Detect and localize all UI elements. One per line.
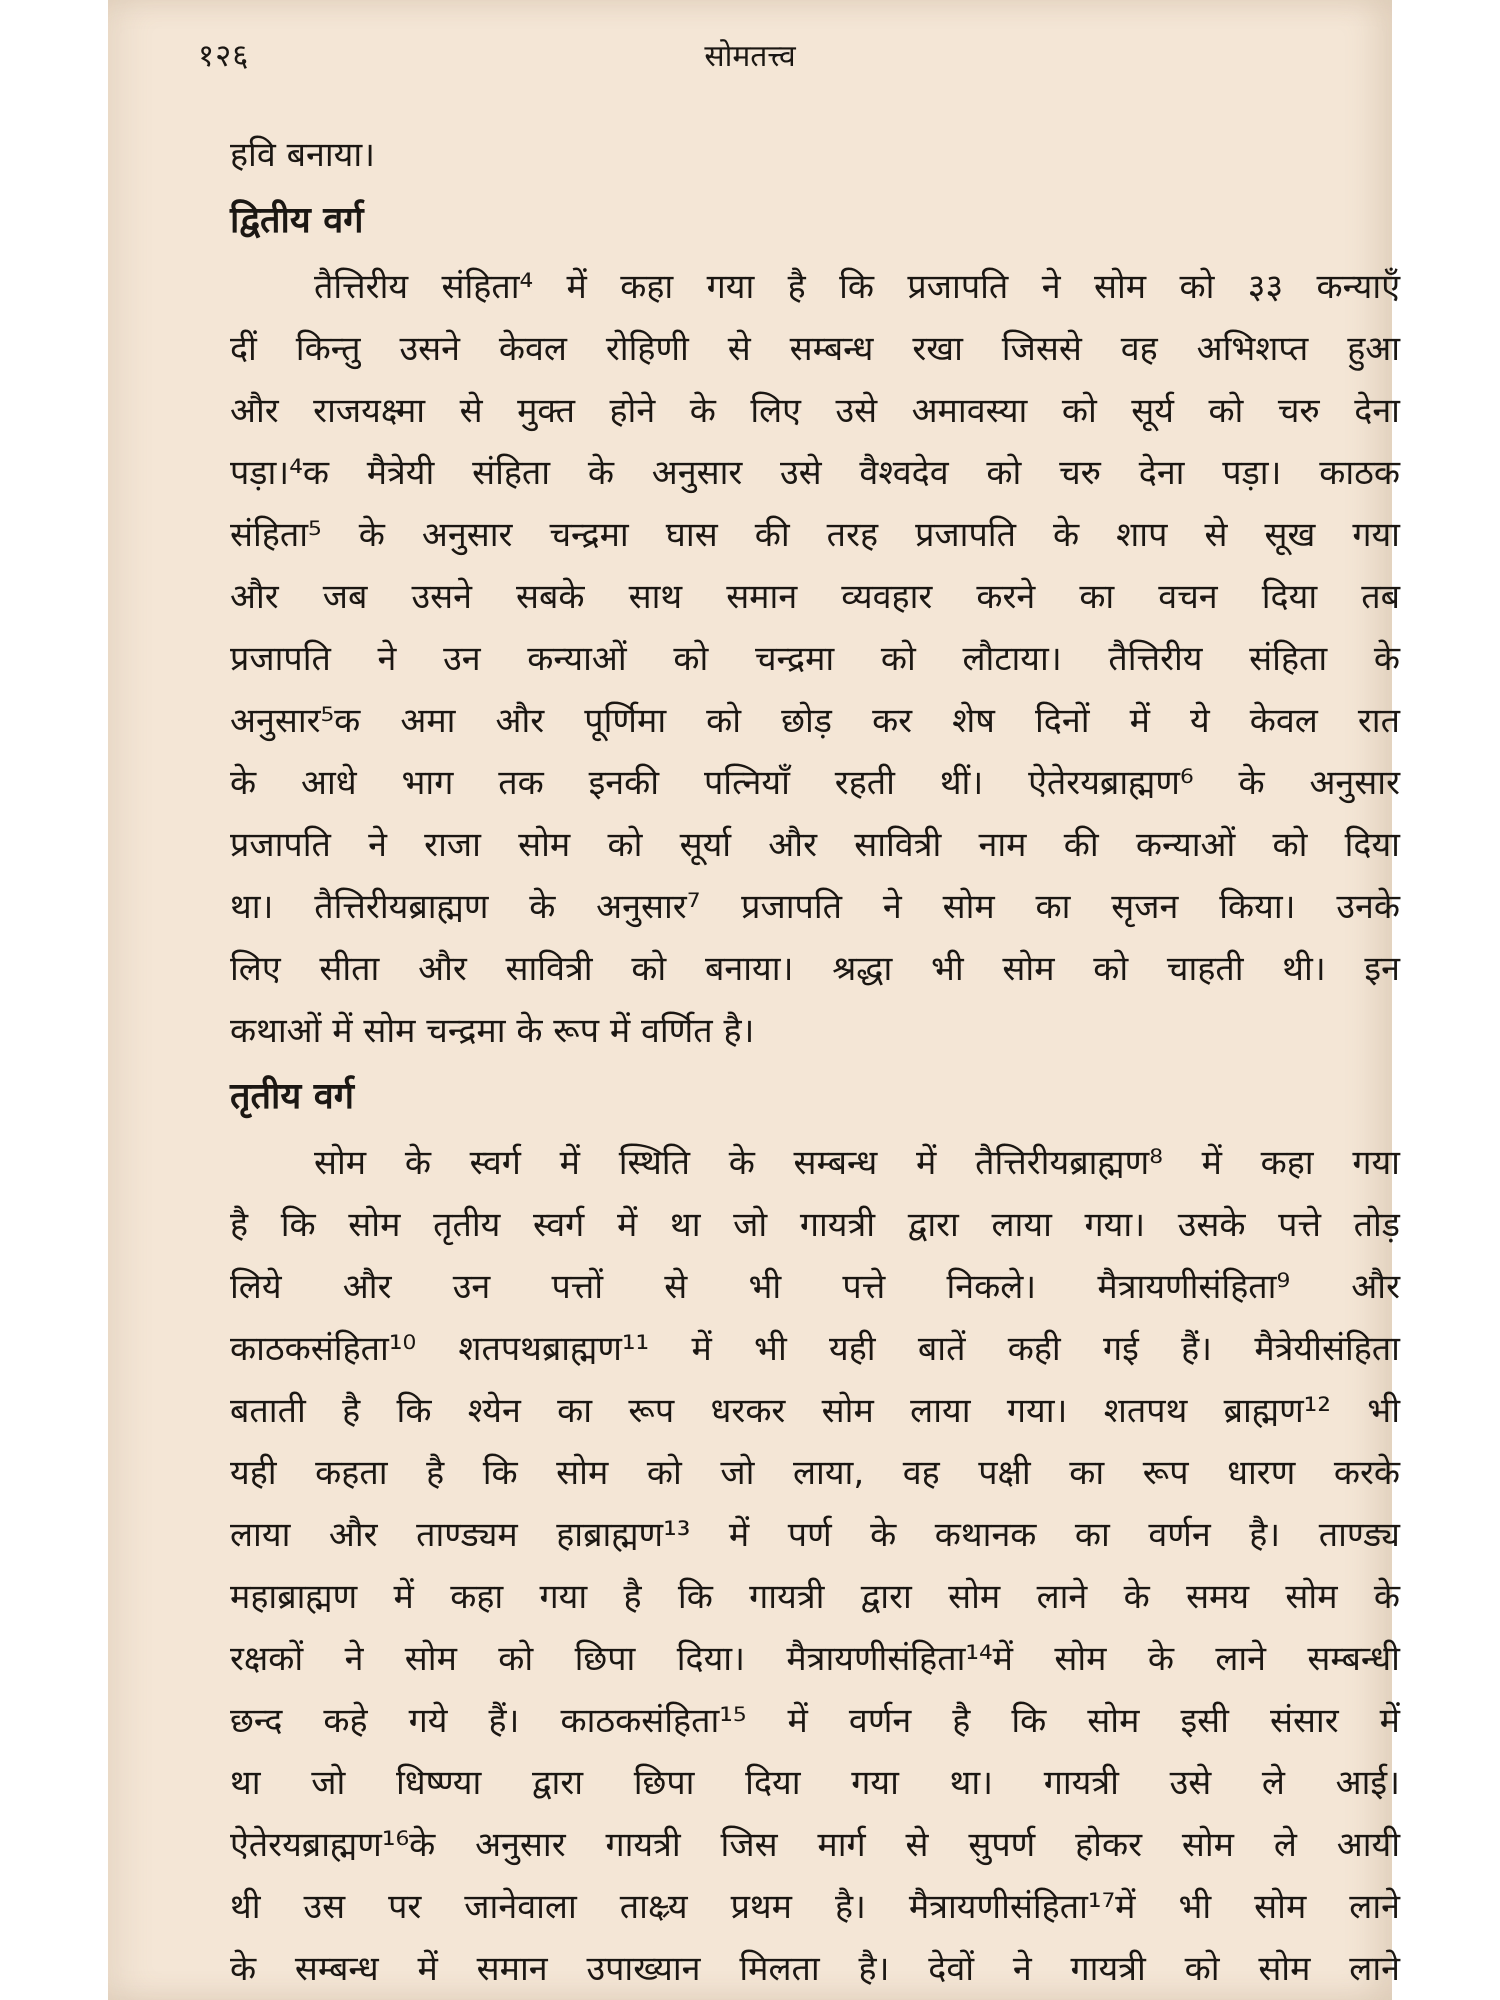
text-line: के सम्बन्ध में समान उपाख्यान मिलता है। देवों ने गायत्री को सोम लाने xyxy=(230,1949,1400,1989)
text-line: यही कहता है कि सोम को जो लाया, वह पक्षी का रूप धारण करके xyxy=(230,1453,1400,1493)
text-line: सोम के स्वर्ग में स्थिति के सम्बन्ध में तैत्तिरीयब्राह्मण⁸ में कहा गया xyxy=(314,1143,1400,1183)
book-page xyxy=(108,0,1400,2000)
text-line: महाब्राह्मण में कहा गया है कि गायत्री द्वारा सोम लाने के समय सोम के xyxy=(230,1577,1400,1617)
text-line: था जो धिष्ण्या द्वारा छिपा दिया गया था। गायत्री उसे ले आई। xyxy=(230,1763,1400,1803)
running-title: सोमतत्त्व xyxy=(704,39,796,74)
page-number: १२६ xyxy=(198,38,250,74)
body-text xyxy=(230,124,1400,2000)
section-heading-3: तृतीय वर्ग xyxy=(230,1076,355,1117)
text-line: पड़ा।⁴क मैत्रेयी संहिता के अनुसार उसे वैश्वदेव को चरु देना पड़ा। काठक xyxy=(230,453,1400,493)
text-line: प्रजापति ने राजा सोम को सूर्या और सावित्री नाम की कन्याओं को दिया xyxy=(230,825,1400,865)
text-line: संहिता⁵ के अनुसार चन्द्रमा घास की तरह प्रजापति के शाप से सूख गया xyxy=(230,515,1400,555)
text-line: तैत्तिरीय संहिता⁴ में कहा गया है कि प्रजापति ने सोम को ३३ कन्याएँ xyxy=(314,267,1400,307)
text-line: काठकसंहिता¹⁰ शतपथब्राह्मण¹¹ में भी यही बातें कही गई हैं। मैत्रेयीसंहिता xyxy=(230,1329,1400,1369)
text-line: लिये और उन पत्तों से भी पत्ते निकले। मैत्रायणीसंहिता⁹ और xyxy=(230,1267,1400,1307)
text-line: दीं किन्तु उसने केवल रोहिणी से सम्बन्ध रखा जिससे वह अभिशप्त हुआ xyxy=(230,329,1400,369)
text-line: ऐतेरयब्राह्मण¹⁶के अनुसार गायत्री जिस मार्ग से सुपर्ण होकर सोम ले आयी xyxy=(230,1825,1400,1865)
text-line: थी उस पर जानेवाला ताक्ष्र्य प्रथम है। मैत्रायणीसंहिता¹⁷में भी सोम लाने xyxy=(230,1887,1400,1927)
text-line: था। तैत्तिरीयब्राह्मण के अनुसार⁷ प्रजापति ने सोम का सृजन किया। उनके xyxy=(230,887,1400,927)
opening-line: हवि बनाया। xyxy=(230,135,376,175)
text-line: रक्षकों ने सोम को छिपा दिया। मैत्रायणीसंहिता¹⁴में सोम के लाने सम्बन्धी xyxy=(230,1639,1400,1679)
text-line: और जब उसने सबके साथ समान व्यवहार करने का वचन दिया तब xyxy=(230,577,1400,617)
text-line: छन्द कहे गये हैं। काठकसंहिता¹⁵ में वर्णन है कि सोम इसी संसार में xyxy=(230,1701,1400,1741)
text-line: और राजयक्ष्मा से मुक्त होने के लिए उसे अमावस्या को सूर्य को चरु देना xyxy=(230,391,1400,431)
section-heading-2: द्वितीय वर्ग xyxy=(230,200,364,241)
text-line: के आधे भाग तक इनकी पत्नियाँ रहती थीं। ऐतेरयब्राह्मण⁶ के अनुसार xyxy=(230,763,1400,803)
text-line: कथाओं में सोम चन्द्रमा के रूप में वर्णित है। xyxy=(230,1011,755,1051)
text-line: बताती है कि श्येन का रूप धरकर सोम लाया गया। शतपथ ब्राह्मण¹² भी xyxy=(230,1391,1400,1431)
text-line: अनुसार⁵क अमा और पूर्णिमा को छोड़ कर शेष दिनों में ये केवल रात xyxy=(230,701,1400,741)
text-line: लाया और ताण्ड्यम हाब्राह्मण¹³ में पर्ण के कथानक का वर्णन है। ताण्ड्य xyxy=(230,1515,1400,1555)
text-line: है कि सोम तृतीय स्वर्ग में था जो गायत्री द्वारा लाया गया। उसके पत्ते तोड़ xyxy=(230,1205,1400,1245)
text-line: प्रजापति ने उन कन्याओं को चन्द्रमा को लौटाया। तैत्तिरीय संहिता के xyxy=(230,639,1400,679)
text-line: लिए सीता और सावित्री को बनाया। श्रद्धा भी सोम को चाहती थी। इन xyxy=(230,949,1400,989)
